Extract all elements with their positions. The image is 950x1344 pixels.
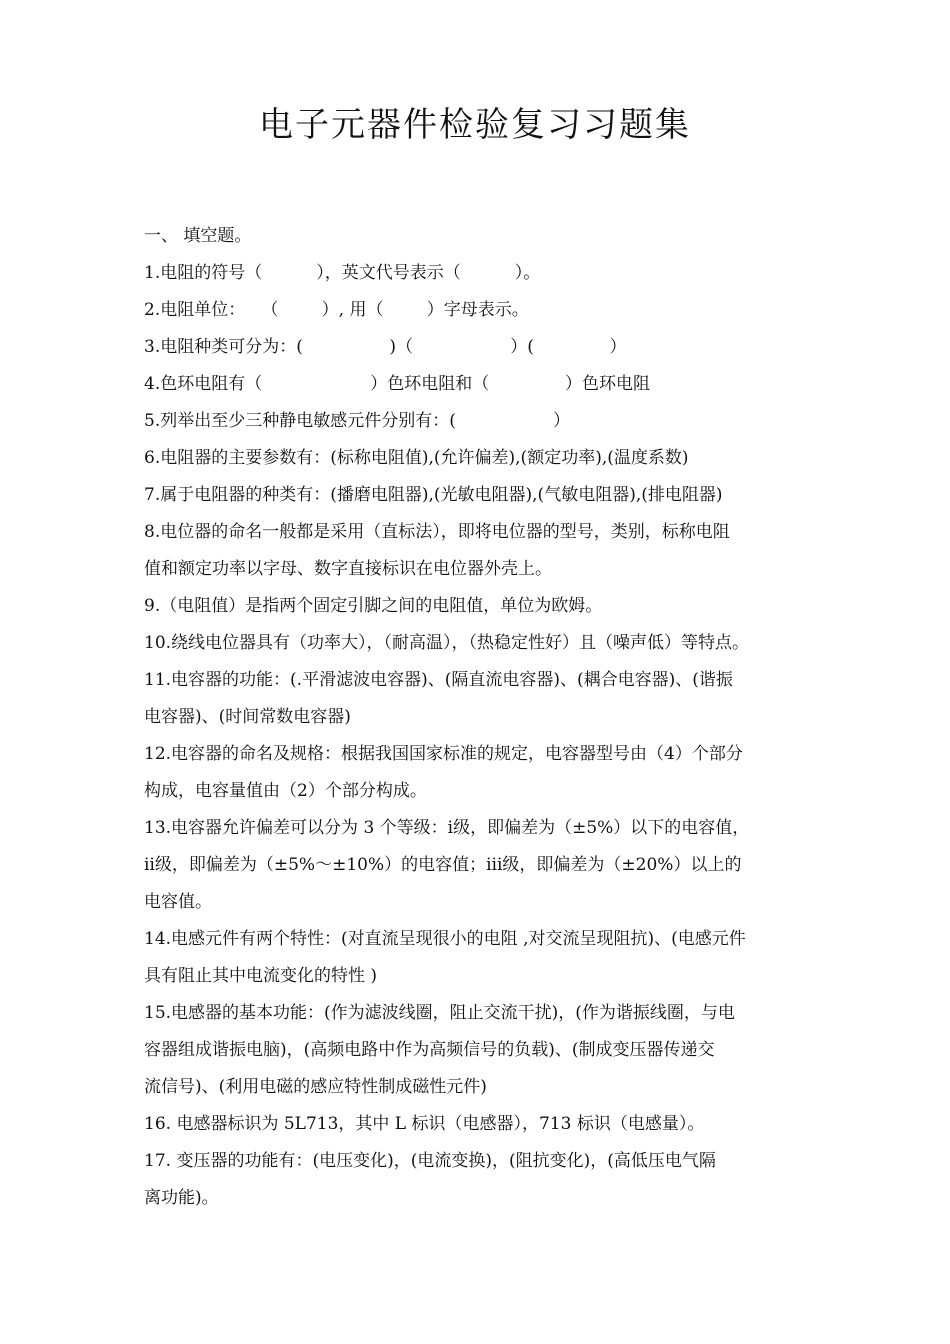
- text-line: 电容值。: [144, 892, 212, 912]
- text-line: 容器组成谐振电脑)，(高频电路中作为高频信号的负载)、(制成变压器传递交: [144, 1040, 715, 1060]
- text-line: 构成，电容量值由（2）个部分构成。: [144, 781, 427, 801]
- text-line: 15.电感器的基本功能：(作为滤波线圈，阻止交流干扰)，(作为谐振线圈，与电: [144, 1003, 735, 1023]
- text-line: 1.电阻的符号（ ），英文代号表示（ ）。: [144, 263, 541, 283]
- text-line: ⅱ级，即偏差为（±5%～±10%）的电容值；ⅲ级，即偏差为（±20%）以上的: [144, 855, 742, 875]
- section-heading: 一、 填空题。: [144, 226, 252, 246]
- text-line: 2.电阻单位： （ ）, 用（ ）字母表示。: [144, 300, 529, 320]
- text-line: 10.绕线电位器具有（功率大），（耐高温），（热稳定性好）且（噪声低）等特点。: [144, 633, 750, 653]
- text-line: 3.电阻种类可分为：( )（ ）( ）: [144, 337, 627, 357]
- text-line: 16. 电感器标识为 5L713，其中 L 标识（电感器），713 标识（电感量）。: [144, 1114, 705, 1134]
- text-line: 14.电感元件有两个特性：(对直流呈现很小的电阻 ,对交流呈现阻抗)、(电感元件: [144, 929, 746, 949]
- text-line: 4.色环电阻有（ ）色环电阻和（ ）色环电阻: [144, 374, 650, 394]
- text-line: 7.属于电阻器的种类有：(播磨电阻器),(光敏电阻器),(气敏电阻器),(排电阻器): [144, 485, 723, 505]
- document-body: [144, 218, 808, 1217]
- document-title: 电子元器件检验复习习题集: [259, 105, 691, 145]
- text-line: 12.电容器的命名及规格：根据我国国家标准的规定，电容器型号由（4）个部分: [144, 744, 743, 764]
- text-line: 11.电容器的功能：(.平滑滤波电容器)、(隔直流电容器)、(耦合电容器)、(谐振: [144, 670, 733, 690]
- text-line: 流信号)、(利用电磁的感应特性制成磁性元件): [144, 1077, 487, 1097]
- text-line: 电容器)、(时间常数电容器): [144, 707, 351, 727]
- text-line: 具有阻止其中电流变化的特性 ): [144, 966, 378, 986]
- text-line: 13.电容器允许偏差可以分为 3 个等级：ⅰ级，即偏差为（±5%）以下的电容值，: [144, 818, 750, 838]
- text-line: 离功能)。: [144, 1188, 219, 1208]
- text-line: 5.列举出至少三种静电敏感元件分别有：( ）: [144, 411, 571, 431]
- text-line: 值和额定功率以字母、数字直接标识在电位器外壳上。: [144, 559, 552, 579]
- text-line: 8.电位器的命名一般都是采用（直标法），即将电位器的型号，类别，标称电阻: [144, 522, 730, 542]
- text-line: 6.电阻器的主要参数有：(标称电阻值),(允许偏差),(额定功率),(温度系数): [144, 448, 689, 468]
- text-line: 17. 变压器的功能有：(电压变化)，(电流变换)，(阻抗变化)，(高低压电气隔: [144, 1151, 716, 1171]
- text-line: 9.（电阻值）是指两个固定引脚之间的电阻值，单位为欧姆。: [144, 596, 603, 616]
